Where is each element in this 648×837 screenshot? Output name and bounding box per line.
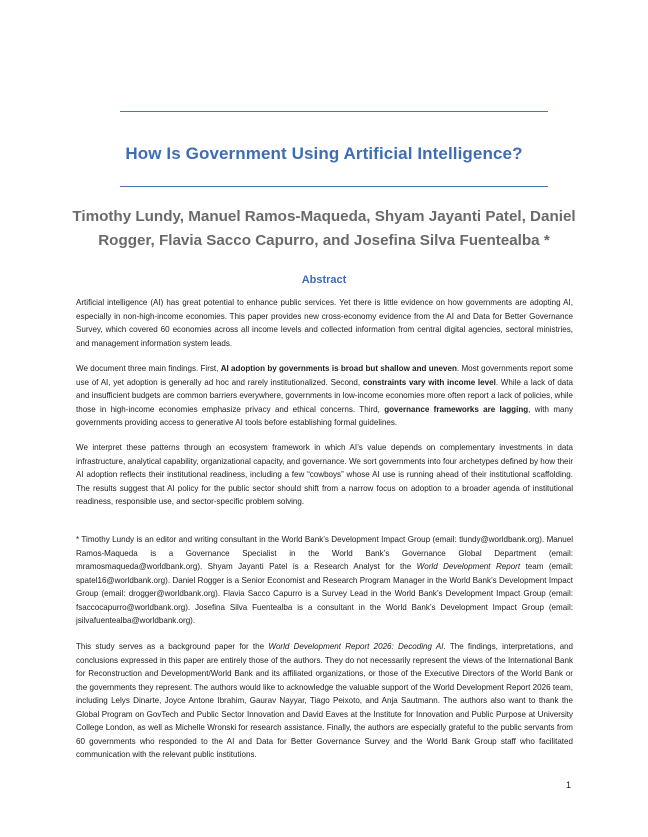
author-footnote bbox=[76, 533, 573, 628]
finding-2-text: . While a lack of data and insufficient budgets are common barriers everywhere, governments in low-income economies more often report a lack of policies, while those in high-income economies emphasize privacy and ethical concerns. Third, bbox=[76, 377, 573, 414]
abstract-paragraph-3 bbox=[76, 441, 573, 509]
abstract-paragraph-1 bbox=[76, 296, 573, 350]
author-list bbox=[56, 205, 592, 253]
acknowledgment-text bbox=[76, 640, 573, 762]
footnote-text-part-2: team (email: spatel16@worldbank.org). Daniel Rogger is a Senior Economist and Research Program Manager in the World Bank’s Development Impact Group (email: drogger@worldbank.org). Flavia Sacco Capurro is a Survey Lead in the World Bank’s Development Impact Group (email: fsaccocapurro@worldbank.org). Josefina Silva Fuentealba is a consultant in the World Bank’s Development Impact Group (email: jsilvafuentealba@worldbank.org). bbox=[76, 562, 573, 625]
finding-1-text: . Most governments report some use of AI, yet adoption is generally ad hoc and rarely institutionalized. Second, bbox=[76, 364, 573, 387]
abstract-paragraph-3-text: We interpret these patterns through an ecosystem framework in which AI’s value depends on complementary investments in data infrastructure, analytical capability, organizational capacity, and governance. We sort governments into four archetypes defined by how their AI adoption reflects their institutional readiness, including a few “cowboys” whose AI use is running ahead of their institutional scaffolding. The results suggest that AI policy for the public sector should shift from a narrow focus on adoption to a broader agenda of institutional readiness, responsible use, and sector-specific problem solving. bbox=[76, 443, 573, 506]
abstract-paragraph-2 bbox=[76, 362, 573, 430]
acknowledgment-text-part-2: . The findings, interpretations, and conclusions expressed in this paper are entirely those of the authors. They do not necessarily represent the views of the International Bank for Reconstruction and Development/World Bank and its affiliated organizations, or those of the Executive Directors of the World Bank or the governments they represent. The authors would like to acknowledge the valuable support of the World Development Report 2026 team, including Lelys Dinarte, Joyce Antone Ibrahim, Gaurav Nayyar, Tiago Peixoto, and Anja Sautmann. The authors also want to thank the Global Program on GovTech and Public Sector Innovation and David Eaves at the Institute for Innovation and Public Purpose at University College London, as well as Michelle Wronski for research assistance. Finally, the authors are especially grateful to the public servants from 60 governments who responded to the AI and Data for Better Governance Survey and the World Bank Group staff who facilitated communication with the relevant public institutions. bbox=[76, 642, 573, 759]
acknowledgment-text-part-1: This study serves as a background paper for the bbox=[76, 642, 269, 651]
abstract-heading: Abstract bbox=[301, 274, 347, 286]
author-footnote-marker: * bbox=[543, 232, 550, 249]
author-footnote-text bbox=[76, 533, 573, 628]
footnote-wdr-italic: World Development Report bbox=[416, 562, 521, 571]
acknowledgment-wdr-italic: World Development Report 2026: Decoding AI bbox=[268, 642, 444, 651]
title-top-rule bbox=[120, 111, 548, 112]
title-bottom-rule bbox=[120, 186, 548, 187]
finding-1-emphasis: AI adoption by governments is broad but shallow and uneven bbox=[220, 364, 457, 373]
finding-3-emphasis: governance frameworks are lagging bbox=[384, 404, 529, 414]
acknowledgment-paragraph bbox=[76, 640, 573, 762]
author-names: Timothy Lundy, Manuel Ramos-Maqueda, Shyam Jayanti Patel, Daniel Rogger, Flavia Sacco Capurro, and Josefina Silva Fuentealba bbox=[72, 208, 576, 249]
finding-3-text: , with many governments providing access to generative AI tools before establishing formal guidelines. bbox=[76, 404, 573, 427]
paper-title: How Is Government Using Artificial Intelligence? bbox=[125, 144, 523, 163]
finding-2-emphasis: constraints vary with income level bbox=[362, 377, 496, 387]
page-number: 1 bbox=[566, 780, 572, 790]
footnote-text-part-1: * Timothy Lundy is an editor and writing consultant in the World Bank’s Development Impact Group (email: tlundy@worldbank.org). Manuel Ramos-Maqueda is a Governance Specialist in the World Bank’s Governance Global Department (email: mramosmaqueda@worldbank.org). Shyam Jayanti Patel is a Research Analyst for the bbox=[76, 535, 573, 571]
findings-intro-text: We document three main findings. First, bbox=[76, 364, 221, 373]
abstract-paragraph-1-text: Artificial intelligence (AI) has great potential to enhance public services. Yet there is little evidence on how governments are adopting AI, especially in non-high-income economies. This paper provides new cross-economy evidence from the AI and Data for Better Governance Survey, which covered 60 economies across all income levels and collected information from central digital agencies, sectoral ministries, and management information system leads. bbox=[76, 298, 573, 348]
abstract-paragraph-2-text bbox=[76, 362, 573, 430]
